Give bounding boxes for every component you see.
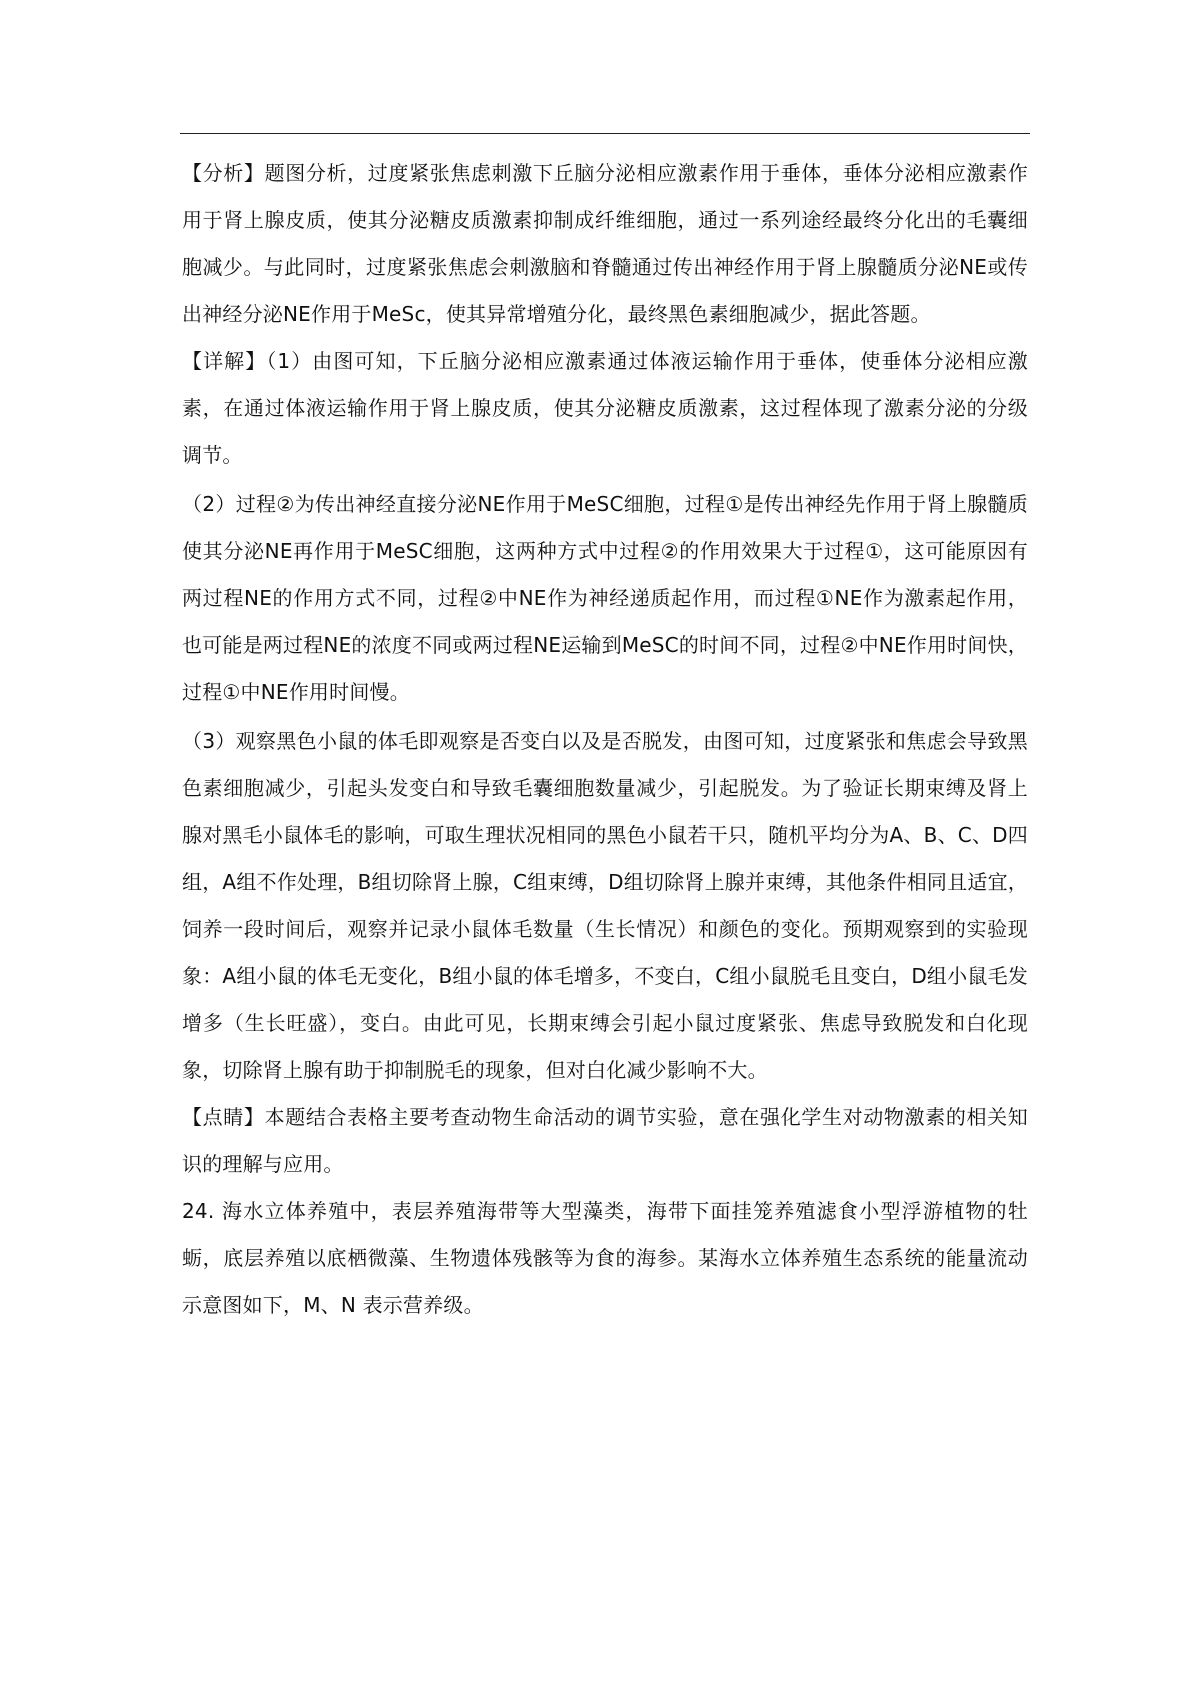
detail-part1-text: （1）由图可知，下丘脑分泌相应激素通过体液运输作用于垂体，使垂体分泌相应激素，在通过体液运输作用于肾上腺皮质，使其分泌糖皮质激素，这过程体现了激素分泌的分级调节。 (182, 349, 1028, 467)
comment-text: 本题结合表格主要考查动物生命活动的调节实验，意在强化学生对动物激素的相关知识的理解与应用。 (182, 1105, 1028, 1176)
detail-part2-paragraph: （2）过程②为传出神经直接分泌NE作用于MeSC细胞，过程①是传出神经先作用于肾上腺髓质使其分泌NE再作用于MeSC细胞，这两种方式中过程②的作用效果大于过程①，这可能原因有两过程NE的作用方式不同，过程②中NE作为神经递质起作用，而过程①NE作为激素起作用，也可能是两过程NE的浓度不同或两过程NE运输到MeSC的时间不同，过程②中NE作用时间快，过程①中NE作用时间慢。 (182, 492, 1028, 704)
analysis-tag: 【分析】 (182, 161, 265, 185)
header-rule (180, 133, 1030, 134)
answer-content (182, 150, 1028, 1329)
comment-paragraph (182, 1094, 1028, 1188)
question-number: 24. (182, 1199, 223, 1223)
detail-part3-paragraph: （3）观察黑色小鼠的体毛即观察是否变白以及是否脱发，由图可知，过度紧张和焦虑会导致黑色素细胞减少，引起头发变白和导致毛囊细胞数量减少，引起脱发。为了验证长期束缚及肾上腺对黑毛小鼠体毛的影响，可取生理状况相同的黑色小鼠若干只，随机平均分为A、B、C、D四组，A组不作处理，B组切除肾上腺，C组束缚，D组切除肾上腺并束缚，其他条件相同且适宜，饲养一段时间后，观察并记录小鼠体毛数量（生长情况）和颜色的变化。预期观察到的实验现象：A组小鼠的体毛无变化，B组小鼠的体毛增多，不变白，C组小鼠脱毛且变白，D组小鼠毛发增多（生长旺盛），变白。由此可见，长期束缚会引起小鼠过度紧张、焦虑导致脱发和白化现象，切除肾上腺有助于抑制脱毛的现象，但对白化减少影响不大。 (182, 729, 1028, 1082)
comment-tag: 【点睛】 (182, 1105, 265, 1129)
analysis-paragraph (182, 150, 1028, 338)
detail-paragraph (182, 338, 1028, 479)
analysis-text: 题图分析，过度紧张焦虑刺激下丘脑分泌相应激素作用于垂体，垂体分泌相应激素作用于肾上腺皮质，使其分泌糖皮质激素抑制成纤维细胞，通过一系列途经最终分化出的毛囊细胞减少。与此同时，过度紧张焦虑会刺激脑和脊髓通过传出神经作用于肾上腺髓质分泌NE或传出神经分泌NE作用于MeSc，使其异常增殖分化，最终黑色素细胞减少，据此答题。 (182, 161, 1028, 326)
question-24-text: 海水立体养殖中，表层养殖海带等大型藻类，海带下面挂笼养殖滤食小型浮游植物的牡蛎，底层养殖以底栖微藻、生物遗体残骸等为食的海参。某海水立体养殖生态系统的能量流动示意图如下，M、N 表示营养级。 (182, 1199, 1028, 1317)
question-24-paragraph (182, 1188, 1028, 1329)
detail-tag: 【详解】 (182, 349, 267, 373)
